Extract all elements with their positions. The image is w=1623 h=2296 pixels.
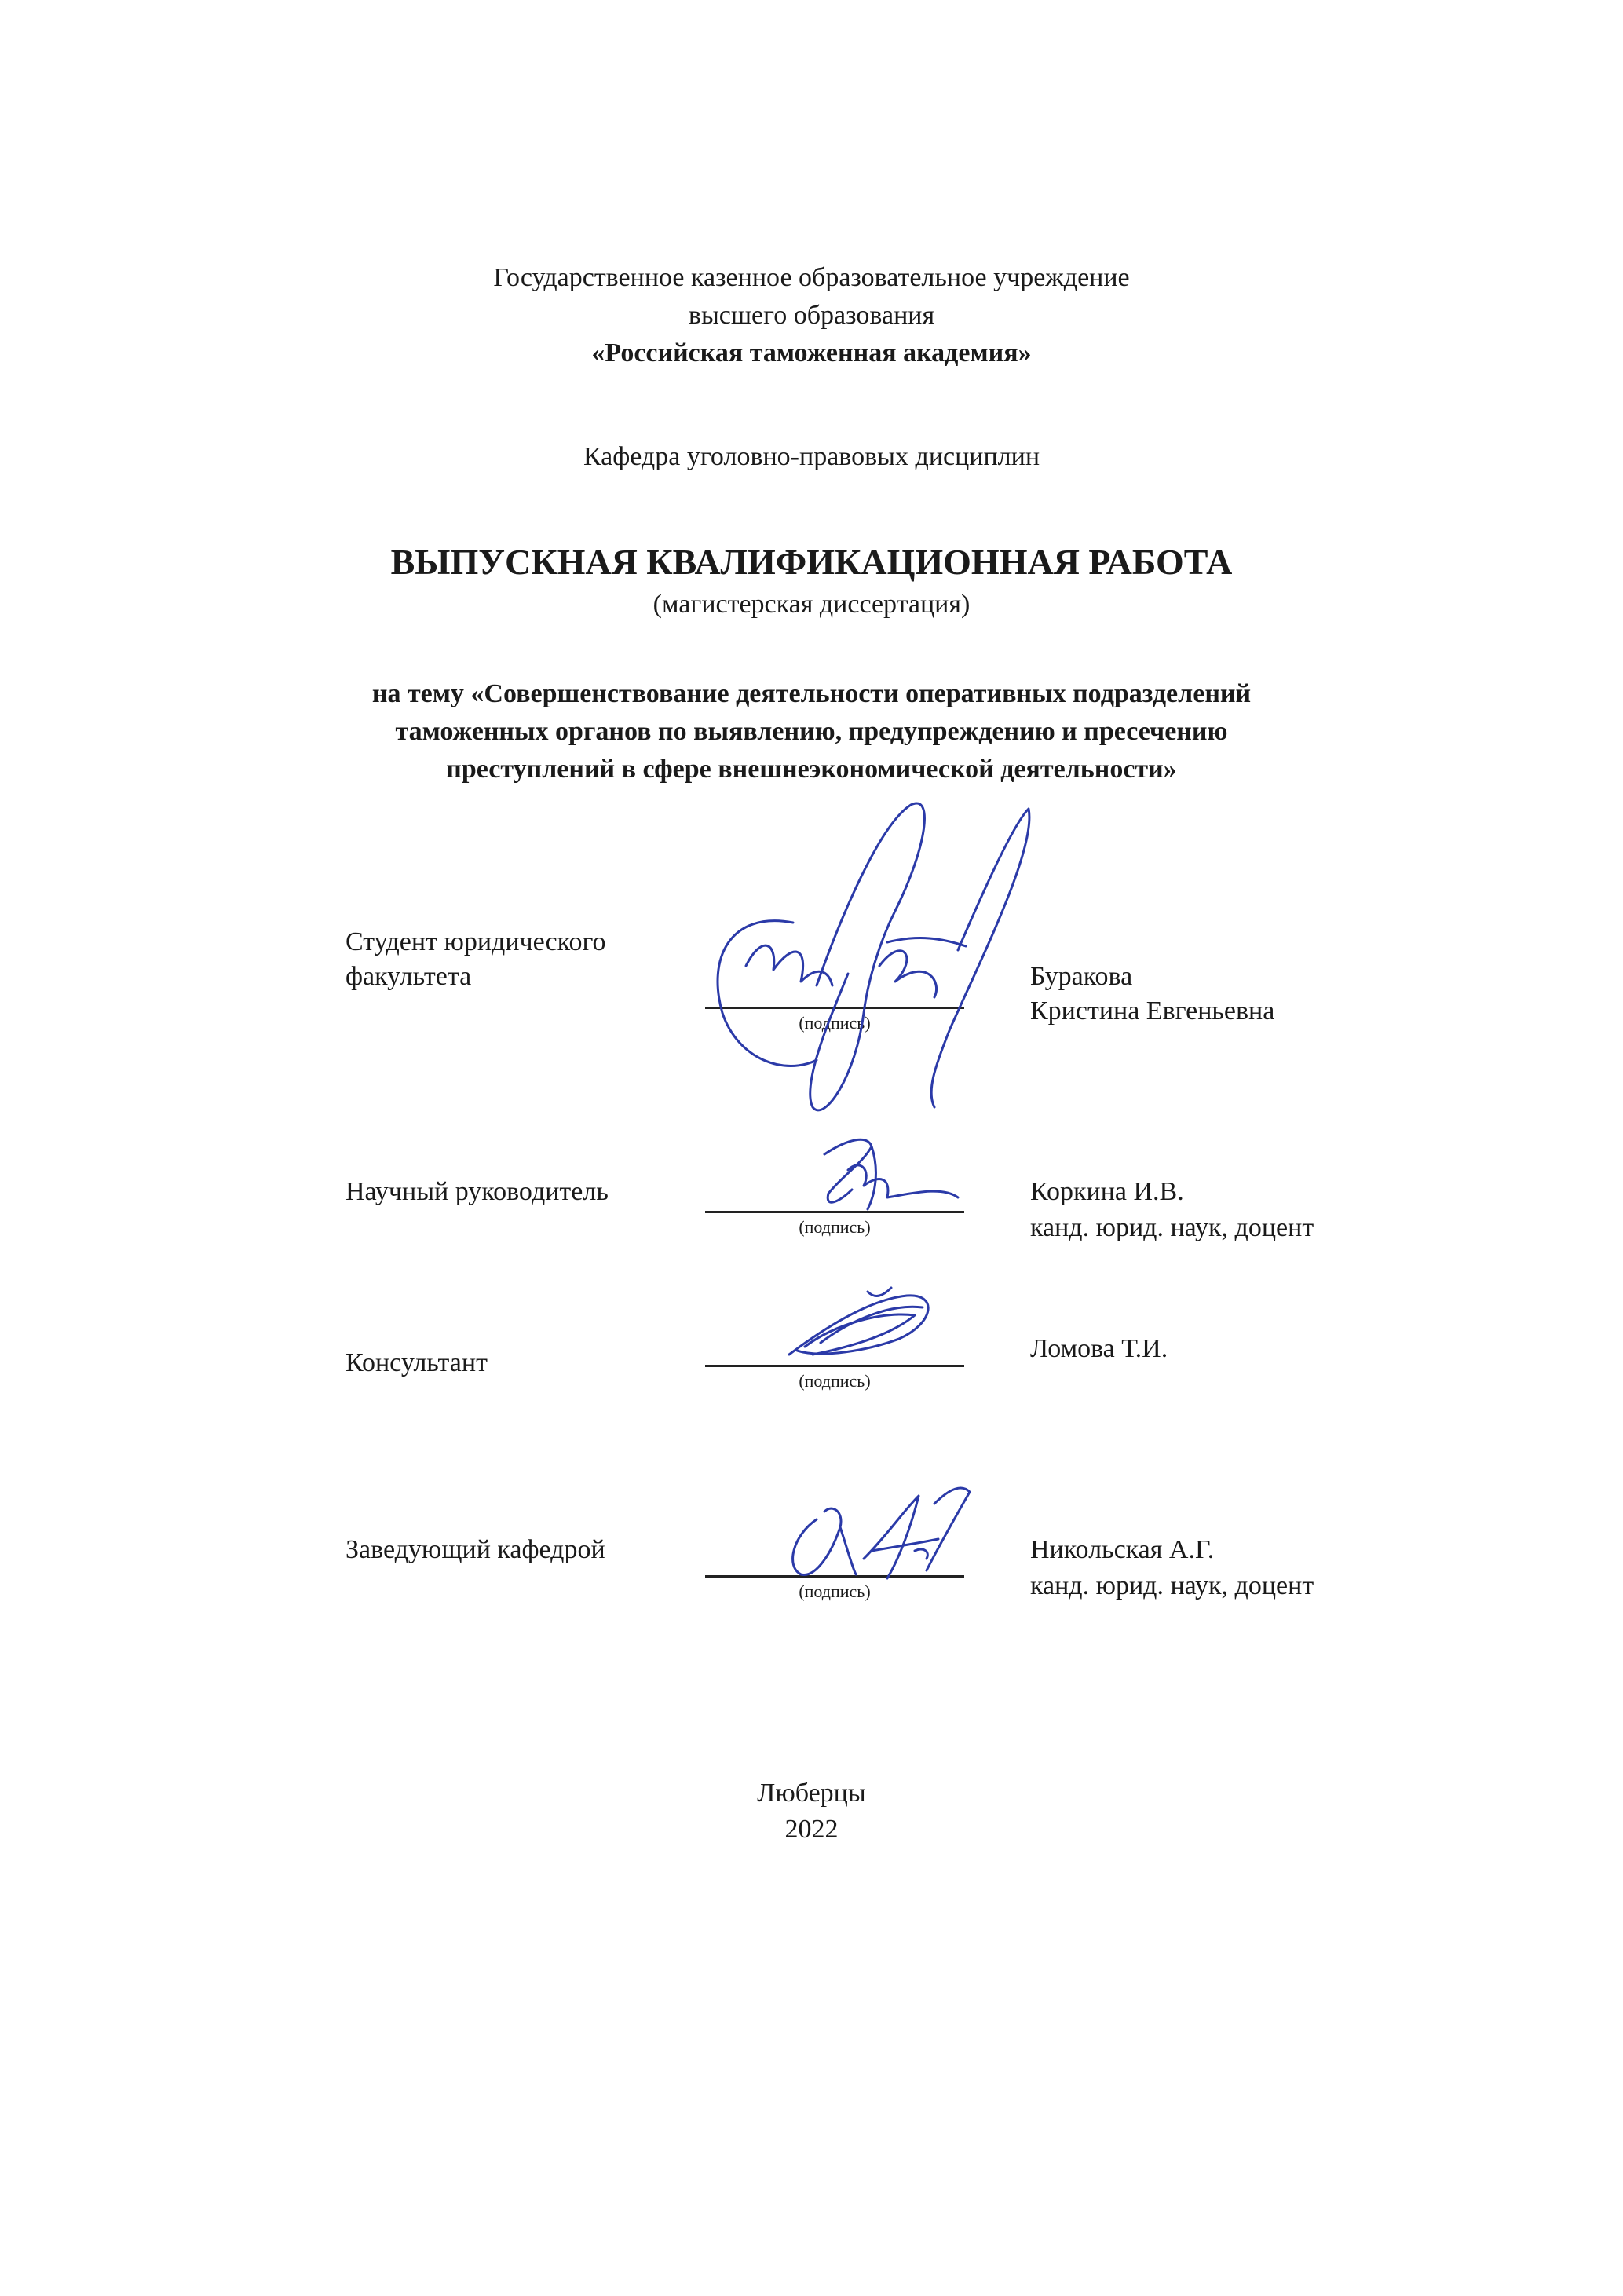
head-role: Заведующий кафедрой [345, 1535, 605, 1564]
department: Кафедра уголовно-правовых дисциплин [583, 442, 1040, 471]
supervisor-signature-icon [793, 1123, 966, 1225]
head-degree: канд. юрид. наук, доцент [1030, 1571, 1314, 1600]
consultant-name: Ломова Т.И. [1030, 1334, 1168, 1363]
supervisor-name: Коркина И.В. [1030, 1177, 1184, 1206]
head-signature-icon [769, 1472, 989, 1598]
student-surname: Буракова [1030, 962, 1133, 991]
student-name: Кристина Евгеньевна [1030, 996, 1275, 1026]
year: 2022 [784, 1815, 839, 1844]
theme-line-2: таможенных органов по выявлению, предупреждению и пресечению [395, 717, 1228, 746]
theme-line-3: преступлений в сфере внешнеэкономической деятельности» [446, 755, 1177, 784]
work-subtitle: (магистерская диссертация) [652, 590, 971, 619]
institution-line-2: высшего образования [688, 301, 935, 330]
signature-caption: (подпись) [799, 1013, 871, 1033]
institution-line-1: Государственное казенное образовательное учреждение [493, 263, 1130, 292]
student-role-line-1: Студент юридического [345, 927, 606, 956]
signature-caption: (подпись) [799, 1581, 871, 1601]
student-role-line-2: факультета [345, 962, 472, 991]
head-name: Никольская А.Г. [1030, 1535, 1215, 1564]
student-signature-icon [699, 777, 1060, 1139]
work-title: ВЫПУСКНАЯ КВАЛИФИКАЦИОННАЯ РАБОТА [390, 542, 1233, 582]
signature-caption: (подпись) [799, 1217, 871, 1237]
theme-line-1: на тему «Совершенствование деятельности оперативных подразделений [371, 679, 1252, 708]
city: Люберцы [757, 1779, 866, 1808]
supervisor-role: Научный руководитель [345, 1177, 609, 1206]
supervisor-degree: канд. юрид. наук, доцент [1030, 1213, 1314, 1242]
signature-caption: (подпись) [799, 1371, 871, 1391]
institution-name: «Российская таможенная академия» [591, 338, 1032, 367]
consultant-role: Консультант [345, 1348, 488, 1377]
consultant-signature-icon [773, 1276, 946, 1378]
